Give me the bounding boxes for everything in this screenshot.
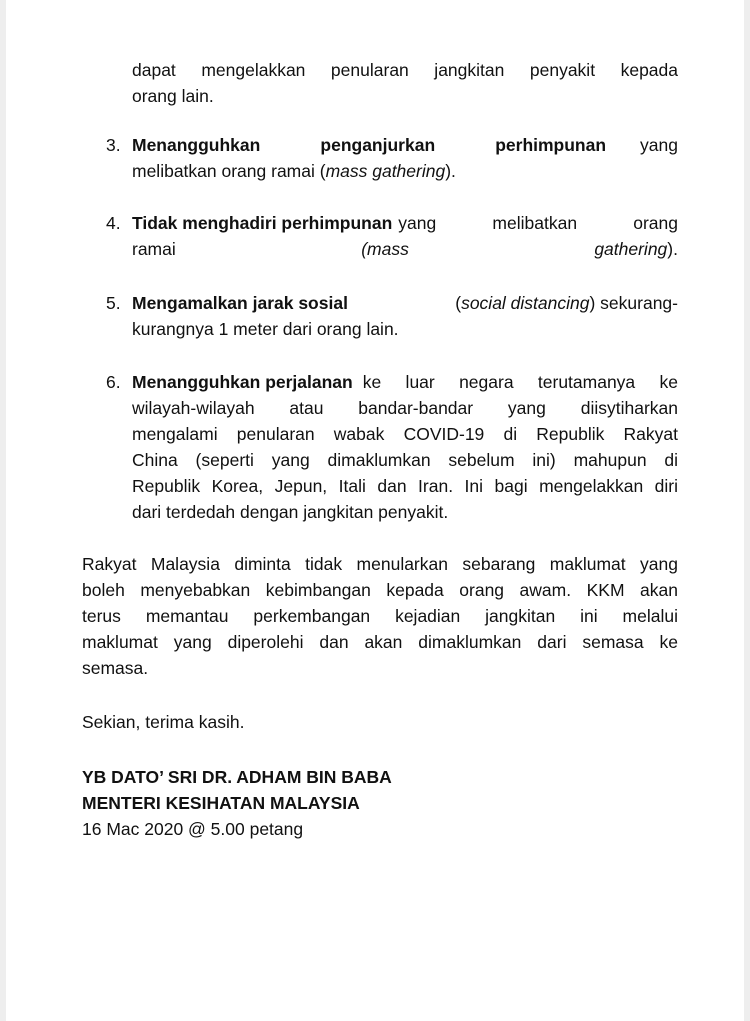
- item-number: 6.: [106, 372, 121, 392]
- statement-date: 16 Mac 2020 @ 5.00 petang: [82, 819, 304, 839]
- intro-line-1: dapat mengelakkan penularan jangkitan penyakit kepada: [132, 60, 678, 80]
- signatory-name: YB DATO’ SRI DR. ADHAM BIN BABA: [82, 767, 392, 787]
- intro-text: [132, 57, 678, 109]
- item-number: 4.: [106, 213, 121, 233]
- item-text: Menangguhkan penganjurkan perhimpunan yang melibatkan orang ramai ( mass gathering ).: [132, 132, 678, 184]
- item-text: Menangguhkan perjalanan ke luar negara terutamanya ke wilayah-wilayah atau bandar-bandar yang diisytiharkan mengalami penularan wabak COVID-19 di Republik Rakyat China (seperti yang dimaklumkan sebelum ini) mahupun di Republik Korea, Jepun, Itali dan Iran. Ini bagi mengelakkan diri dari terdedah dengan jangkitan penyakit.: [132, 369, 678, 525]
- intro-line-2: orang lain.: [132, 86, 214, 106]
- item-bold-text: Menangguhkan perjalanan: [132, 372, 353, 392]
- closing-text: Sekian, terima kasih.: [82, 712, 245, 732]
- main-paragraph: Rakyat Malaysia diminta tidak menularkan sebarang maklumat yang boleh menyebabkan kebimbangan kepada orang awam. KKM akan terus memantau perkembangan kejadian jangkitan ini melalui maklumat yang diperolehi dan akan dimaklumkan dari semasa ke semasa.: [82, 554, 678, 678]
- item-bold-text: Tidak menghadiri perhimpunan: [132, 213, 393, 233]
- item-bold-text: Mengamalkan jarak sosial: [132, 293, 348, 313]
- item-bold-text: Menangguhkan penganjurkan perhimpunan: [132, 135, 607, 155]
- item-text: Tidak menghadiri perhimpunan yang melibatkan orang ramai (mass gathering).: [132, 210, 678, 262]
- item-number: 3.: [106, 135, 121, 155]
- signatory-title: MENTERI KESIHATAN MALAYSIA: [82, 793, 360, 813]
- item-number: 5.: [106, 293, 121, 313]
- item-text: Mengamalkan jarak sosial (social distancing) sekurang- kurangnya 1 meter dari orang lain.: [132, 290, 678, 342]
